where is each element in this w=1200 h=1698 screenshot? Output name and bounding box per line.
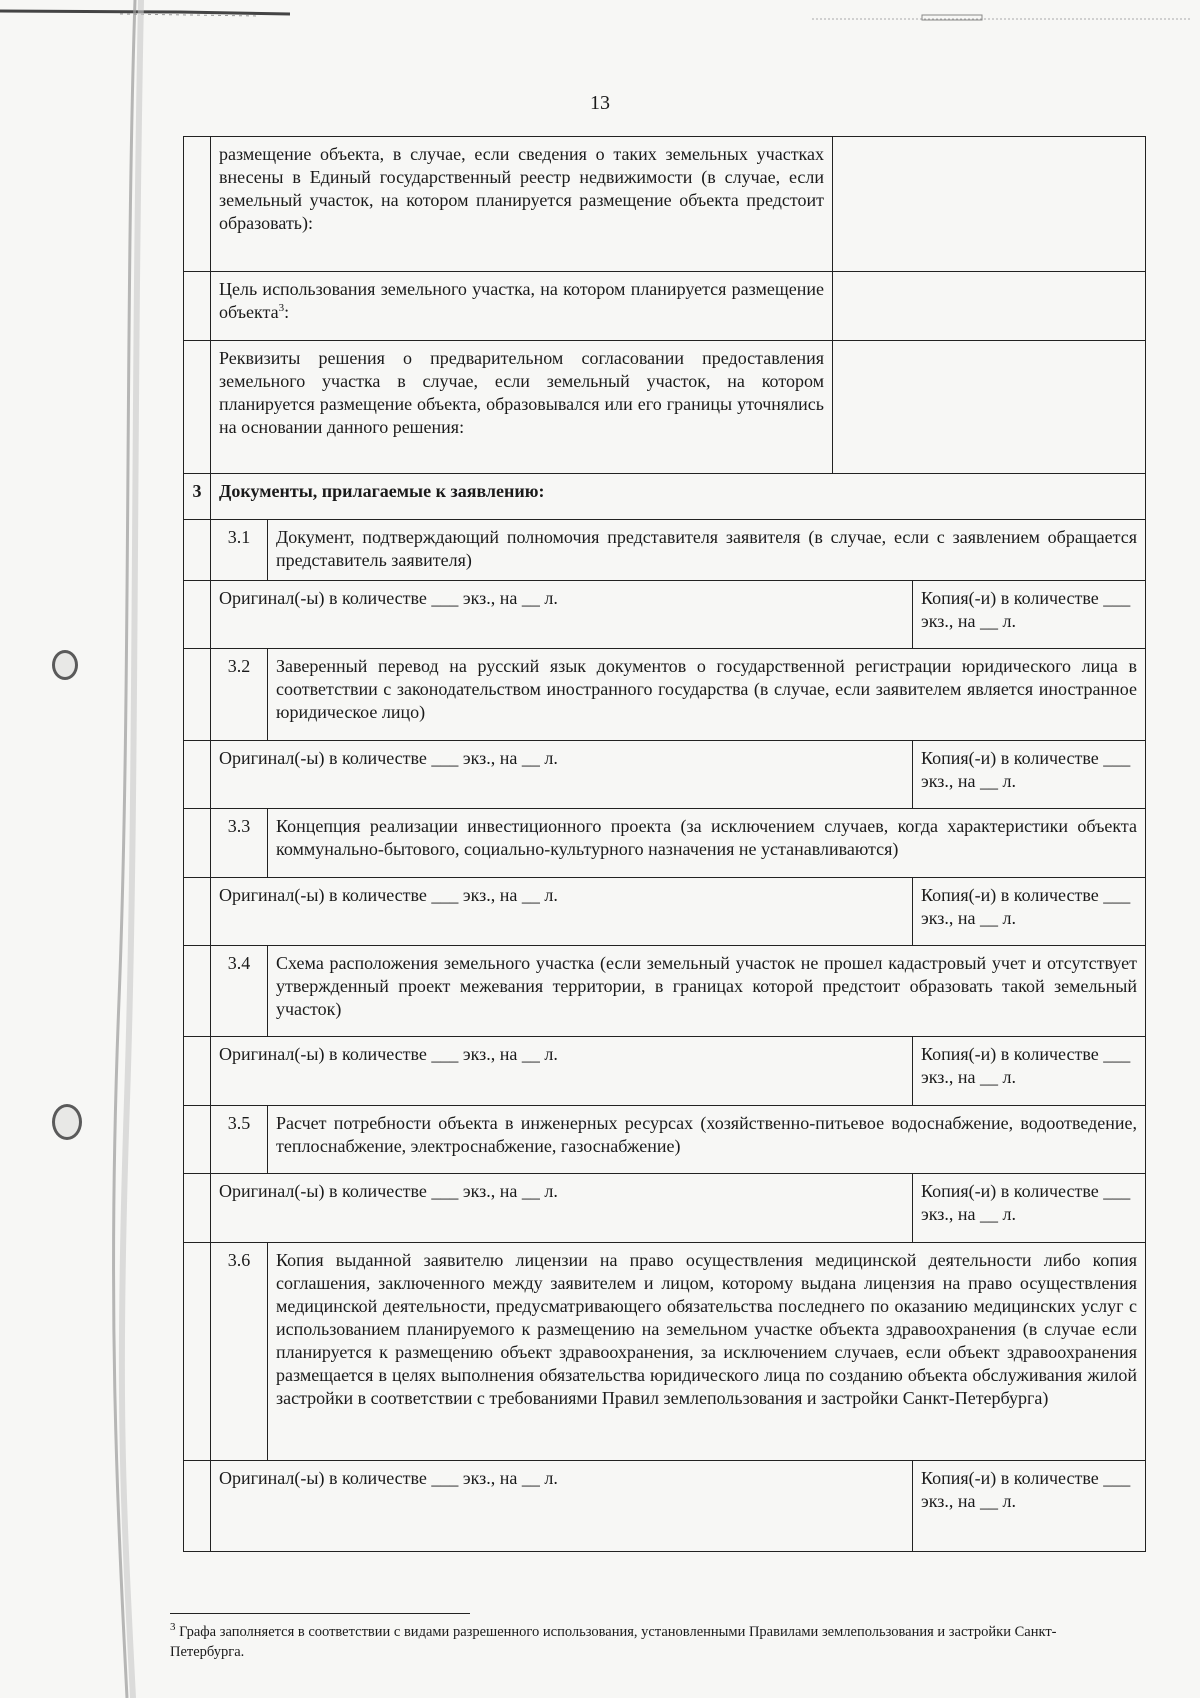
scan-edge-artifact bbox=[812, 14, 1192, 22]
copy-count-line1: Копия(-и) в количестве ___ bbox=[921, 587, 1131, 608]
original-count-field[interactable]: Оригинал(-ы) в количестве ___ экз., на __ л. bbox=[211, 1174, 913, 1242]
table-row bbox=[184, 137, 1146, 272]
copies-row bbox=[184, 740, 1146, 808]
application-form-table bbox=[183, 136, 1146, 1552]
original-count-field[interactable]: Оригинал(-ы) в количестве ___ экз., на __ л. bbox=[211, 580, 913, 648]
footnote-text: Графа заполняется в соответствии с видами разрешенного использования, установленными Правилами землепользования и застройки Санкт-Петербурга. bbox=[170, 1624, 1057, 1660]
original-count-field[interactable]: Оригинал(-ы) в количестве ___ экз., на __ л. bbox=[211, 1460, 913, 1551]
row-number-cell bbox=[184, 341, 211, 474]
item-number: 3.6 bbox=[211, 1242, 268, 1460]
table-row bbox=[184, 341, 1146, 474]
item-description: Документ, подтверждающий полномочия представителя заявителя (в случае, если с заявлением обращается представитель заявителя) bbox=[268, 519, 1146, 580]
document-item-row bbox=[184, 1105, 1146, 1173]
copy-count-field[interactable] bbox=[913, 580, 1146, 648]
document-item-row bbox=[184, 809, 1146, 877]
row-number-cell bbox=[184, 1174, 211, 1242]
copies-row bbox=[184, 877, 1146, 945]
item-number: 3.4 bbox=[211, 946, 268, 1037]
copies-row bbox=[184, 1174, 1146, 1242]
row-number-cell bbox=[184, 1242, 211, 1460]
document-item-row bbox=[184, 649, 1146, 740]
row-number-cell bbox=[184, 1037, 211, 1105]
field-value bbox=[833, 341, 1146, 474]
footnote-divider bbox=[170, 1613, 470, 1614]
document-item-row bbox=[184, 519, 1146, 580]
punch-hole bbox=[52, 1104, 82, 1140]
table-row bbox=[184, 271, 1146, 341]
row-number-cell bbox=[184, 740, 211, 808]
original-count-field[interactable]: Оригинал(-ы) в количестве ___ экз., на __ л. bbox=[211, 877, 913, 945]
row-number-cell bbox=[184, 271, 211, 341]
document-item-row bbox=[184, 1242, 1146, 1460]
item-description: Заверенный перевод на русский язык документов о государственной регистрации юридического лица в соответствии с законодательством иностранного государства (в случае, если заявителем является иностранное юридическое лицо) bbox=[268, 649, 1146, 740]
footnote-marker: 3 bbox=[170, 1621, 176, 1634]
copy-count-line2: экз., на __ л. bbox=[921, 610, 1016, 631]
copy-count-field[interactable] bbox=[913, 1174, 1146, 1242]
row-number-cell bbox=[184, 649, 211, 740]
copies-row bbox=[184, 1460, 1146, 1551]
row-number-cell bbox=[184, 519, 211, 580]
item-number: 3.2 bbox=[211, 649, 268, 740]
item-description: Копия выданной заявителю лицензии на право осуществления медицинской деятельности либо копия соглашения, заключенного между заявителем и лицом, которому выдана лицензия на право осуществления медицинской деятельности, предусматривающего обязательства последнего по оказанию медицинских услуг с использованием планируемого к размещению на земельном участке объекта здравоохранения (в случае если планируется к размещению объект здравоохранения, за исключением случаев, если объект здравоохранения размещается в целях выполнения обязательства юридического лица по созданию объекта обслуживания жилой застройки в соответствии с требованиями Правил землепользования и застройки Санкт-Петербурга) bbox=[268, 1242, 1146, 1460]
copy-count-line2: экз., на __ л. bbox=[921, 770, 1016, 791]
item-description: Расчет потребности объекта в инженерных ресурсах (хозяйственно-питьевое водоснабжение, водоотведение, теплоснабжение, электроснабжение, газоснабжение) bbox=[268, 1105, 1146, 1173]
item-number: 3.1 bbox=[211, 519, 268, 580]
row-number-cell bbox=[184, 809, 211, 877]
field-value bbox=[833, 271, 1146, 341]
scan-binding-shadow bbox=[105, 0, 153, 1698]
row-number-cell bbox=[184, 877, 211, 945]
copy-count-line1: Копия(-и) в количестве ___ bbox=[921, 747, 1131, 768]
item-number: 3.5 bbox=[211, 1105, 268, 1173]
footnote bbox=[170, 1622, 1130, 1662]
row-number-cell bbox=[184, 1460, 211, 1551]
item-description: Схема расположения земельного участка (если земельный участок не прошел кадастровый учет и отсутствует утвержденный проект межевания территории, в границах которой предстоит образовать такой земельный участок) bbox=[268, 946, 1146, 1037]
copy-count-field[interactable] bbox=[913, 1460, 1146, 1551]
item-number: 3.3 bbox=[211, 809, 268, 877]
item-description: Концепция реализации инвестиционного проекта (за исключением случаев, когда характеристики объекта коммунально-бытового, социально-культурного назначения не устанавливаются) bbox=[268, 809, 1146, 877]
copy-count-line1: Копия(-и) в количестве ___ bbox=[921, 1044, 1131, 1065]
original-count-field[interactable]: Оригинал(-ы) в количестве ___ экз., на __ л. bbox=[211, 1037, 913, 1105]
page-number: 13 bbox=[590, 92, 610, 114]
copies-row bbox=[184, 1037, 1146, 1105]
field-label: размещение объекта, в случае, если сведения о таких земельных участках внесены в Единый государственный реестр недвижимости (в случае, если земельный участок, на котором планируется размещение объекта предстоит образовать): bbox=[211, 137, 833, 272]
field-label-tail: : bbox=[284, 301, 290, 322]
field-label: Реквизиты решения о предварительном согласовании предоставления земельного участка в случае, если земельный участок, на котором планируется размещение объекта, образовывался или его границы уточнялись на основании данного решения: bbox=[211, 341, 833, 474]
row-number-cell bbox=[184, 1105, 211, 1173]
copy-count-line1: Копия(-и) в количестве ___ bbox=[921, 884, 1131, 905]
section-heading-row bbox=[184, 474, 1146, 520]
row-number-cell bbox=[184, 946, 211, 1037]
copy-count-line2: экз., на __ л. bbox=[921, 1067, 1016, 1088]
copy-count-line1: Копия(-и) в количестве ___ bbox=[921, 1181, 1131, 1202]
original-count-field[interactable]: Оригинал(-ы) в количестве ___ экз., на __ л. bbox=[211, 740, 913, 808]
copy-count-line1: Копия(-и) в количестве ___ bbox=[921, 1467, 1131, 1488]
field-label-text: Цель использования земельного участка, на котором планируется размещение объекта bbox=[219, 278, 825, 322]
section-number: 3 bbox=[184, 474, 211, 520]
footnote-marker: 3 bbox=[278, 301, 285, 314]
copy-count-field[interactable] bbox=[913, 877, 1146, 945]
section-heading: Документы, прилагаемые к заявлению: bbox=[211, 474, 1146, 520]
row-number-cell bbox=[184, 580, 211, 648]
copy-count-line2: экз., на __ л. bbox=[921, 1204, 1016, 1225]
copies-row bbox=[184, 580, 1146, 648]
copy-count-field[interactable] bbox=[913, 1037, 1146, 1105]
copy-count-field[interactable] bbox=[913, 740, 1146, 808]
copy-count-line2: экз., на __ л. bbox=[921, 1490, 1016, 1511]
field-value bbox=[833, 137, 1146, 272]
row-number-cell bbox=[184, 137, 211, 272]
field-label bbox=[211, 271, 833, 341]
document-item-row bbox=[184, 946, 1146, 1037]
punch-hole bbox=[52, 650, 78, 680]
copy-count-line2: экз., на __ л. bbox=[921, 907, 1016, 928]
